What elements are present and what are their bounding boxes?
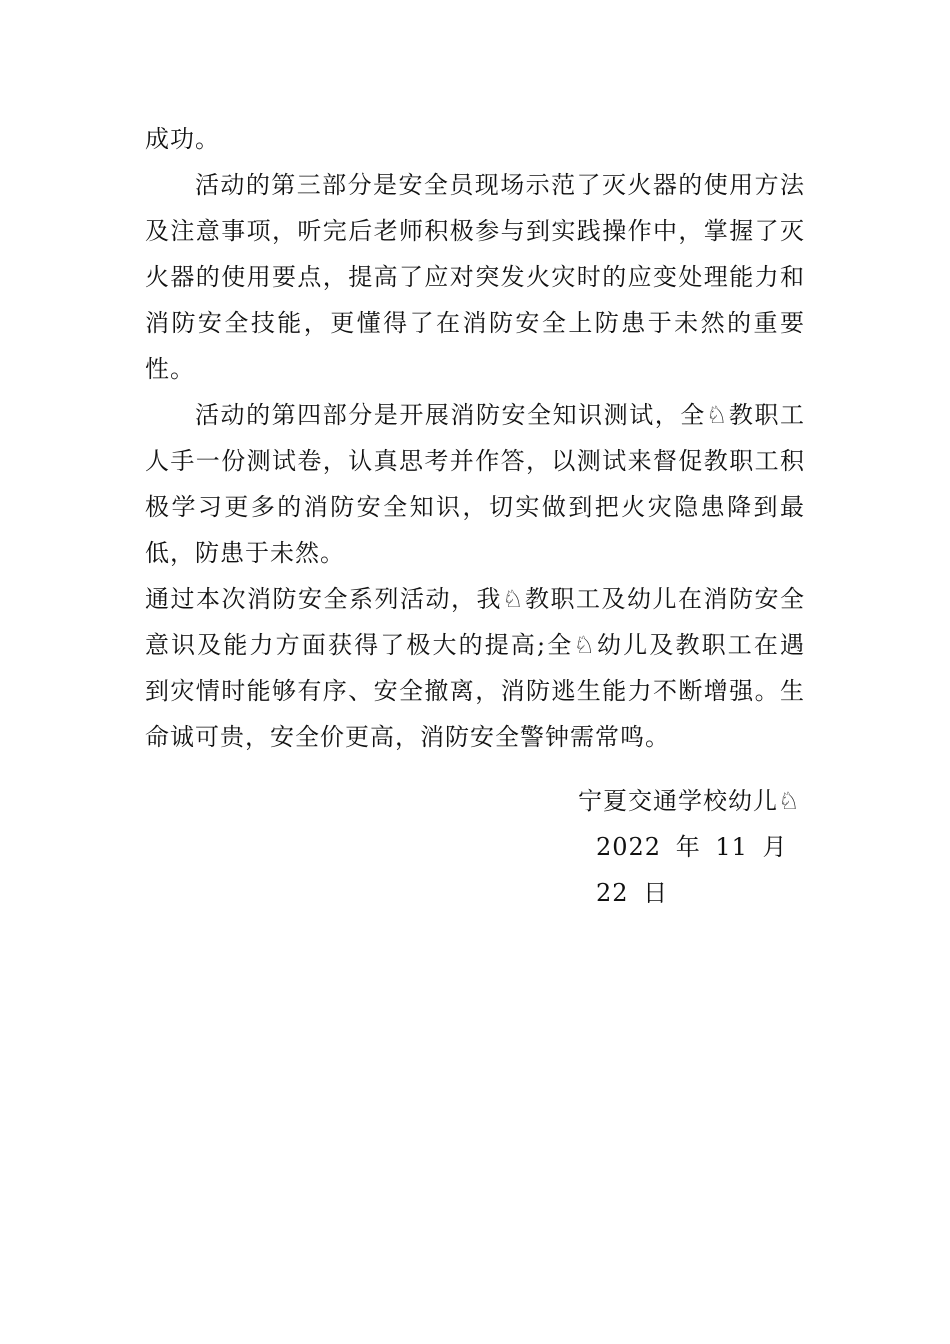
paragraph-continuation: 成功。 bbox=[145, 125, 220, 153]
signature-organization: 宁夏交通学校幼儿♘ bbox=[578, 787, 801, 815]
paragraph-part-three: 活动的第三部分是安全员现场示范了灭火器的使用方法及注意事项，听完后老师积极参与到实践操作中，掌握了灭火器的使用要点，提高了应对突发火灾时的应变处理能力和消防安全技能，更懂得了在消防安全上防患于未然的重要性。 bbox=[145, 171, 805, 383]
signature-date: 2022 年 11 月 22 日 bbox=[596, 833, 788, 907]
signature-block bbox=[578, 778, 801, 916]
paragraph-part-four: 活动的第四部分是开展消防安全知识测试，全♘教职工人手一份测试卷，认真思考并作答，以测试来督促教职工积极学习更多的消防安全知识，切实做到把火灾隐患降到最低，防患于未然。 bbox=[145, 401, 805, 567]
paragraph-summary: 通过本次消防安全系列活动，我♘教职工及幼儿在消防安全意识及能力方面获得了极大的提高;全♘幼儿及教职工在遇 到灾情时能够有序、安全撤离，消防逃生能力不断增强。生命诚可贵，安全价更高，消防安全警钟需常鸣。 bbox=[145, 585, 805, 751]
document-body bbox=[145, 116, 805, 760]
